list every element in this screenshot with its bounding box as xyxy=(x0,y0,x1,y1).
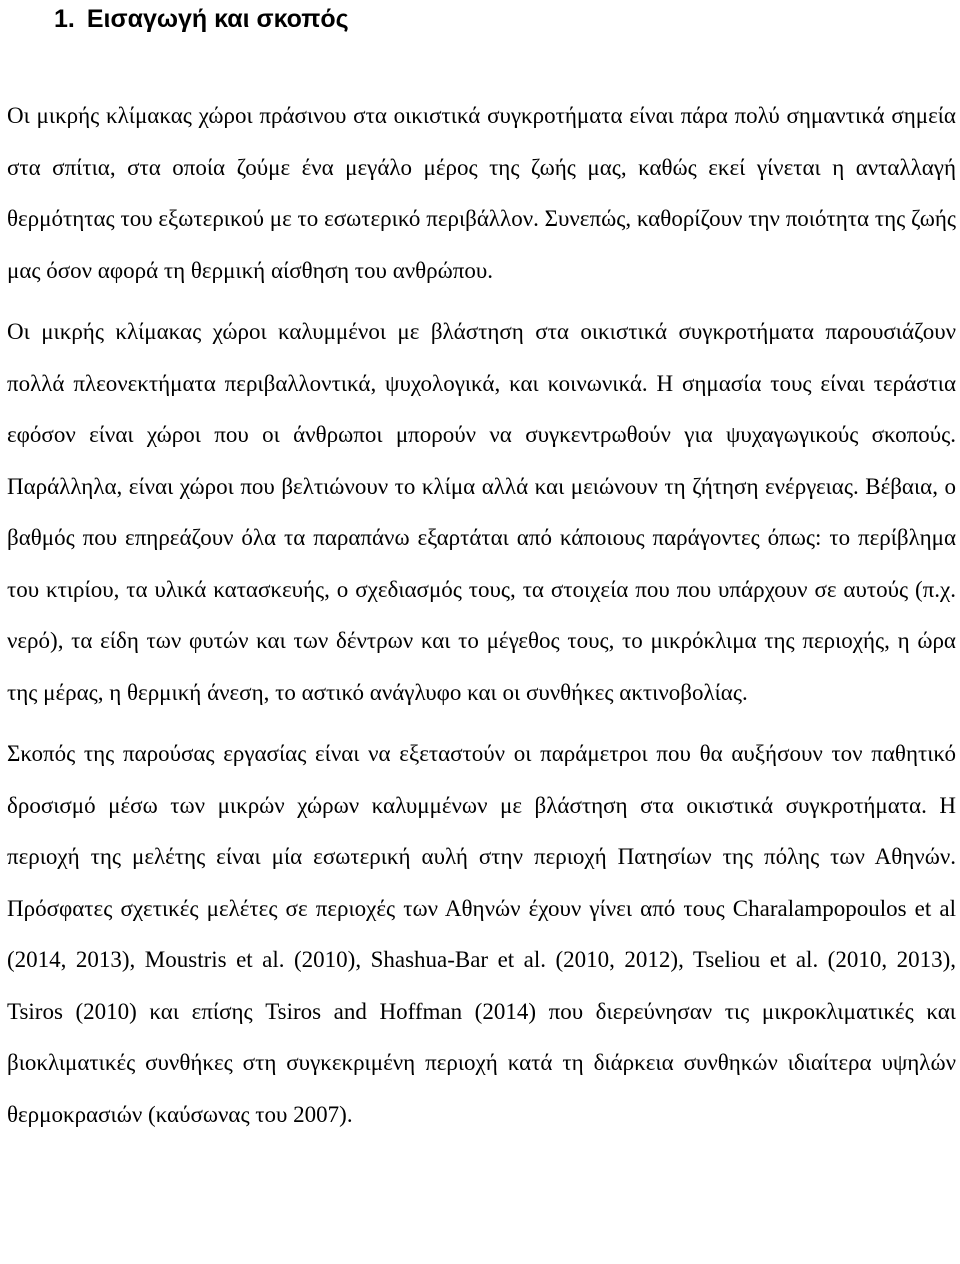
paragraph-benefits: Οι μικρής κλίμακας χώροι καλυμμένοι με βλάστηση στα οικιστικά συγκροτήματα παρουσιάζουν πολλά πλεονεκτήματα περιβαλλοντικά, ψυχολογικά, και κοινωνικά. Η σημασία τους είναι τεράστια εφόσον είναι χώροι που οι άνθρωποι μπορούν να συγκεντρωθούν για ψυχαγωγικούς σκοπούς. Παράλληλα, είναι χώροι που βελτιώνουν το κλίμα αλλά και μειώνουν τη ζήτηση ενέργειας. Βέβαια, ο βαθμός που επηρεάζουν όλα τα παραπάνω εξαρτάται από κάποιους παράγοντες όπως: το περίβλημα του κτιρίου, τα υλικά κατασκευής, ο σχεδιασμός τους, τα στοιχεία που που υπάρχουν σε αυτούς (π.χ. νερό), τα είδη των φυτών και των δέντρων και το μέγεθος τους, το μικρόκλιμα της περιοχής, η ώρα της μέρας, η θερμική άνεση, το αστικό ανάγλυφο και οι συνθήκες ακτινοβολίας. xyxy=(7,319,956,705)
paragraph-intro: Οι μικρής κλίμακας χώροι πράσινου στα οικιστικά συγκροτήματα είναι πάρα πολύ σημαντικά σημεία στα σπίτια, στα οποία ζούμε ένα μεγάλο μέρος της ζωής μας, καθώς εκεί γίνεται η ανταλλαγή θερμότητας του εξωτερικού με το εσωτερικό περιβάλλον. Συνεπώς, καθορίζουν την ποιότητα της ζωής μας όσον αφορά τη θερμική αίσθηση του ανθρώπου. xyxy=(7,103,956,283)
section-title: Εισαγωγή και σκοπός xyxy=(86,5,349,33)
paragraph-purpose: Σκοπός της παρούσας εργασίας είναι να εξεταστούν οι παράμετροι που θα αυξήσουν τον παθητικό δροσισμό μέσω των μικρών χώρων καλυμμένων με βλάστηση στα οικιστικά συγκροτήματα. Η περιοχή της μελέτης είναι μία εσωτερική αυλή στην περιοχή Πατησίων της πόλης των Αθηνών. Πρόσφατες σχετικές μελέτες σε περιοχές των Αθηνών έχουν γίνει από τους Charalampopoulos et al (2014, 2013), Moustris et al. (2010), Shashua-Bar et al. (2010, 2012), Tseliou et al. (2010, 2013), Tsiros (2010) και επίσης Tsiros and Hoffman (2014) που διερεύνησαν τις μικροκλιματικές και βιοκλιματικές συνθήκες στη συγκεκριμένη περιοχή κατά τη διάρκεια συνθηκών ιδιαίτερα υψηλών θερμοκρασιών (καύσωνας του 2007). xyxy=(7,741,956,1127)
section-heading xyxy=(7,0,956,46)
section-number: 1. xyxy=(54,5,75,33)
